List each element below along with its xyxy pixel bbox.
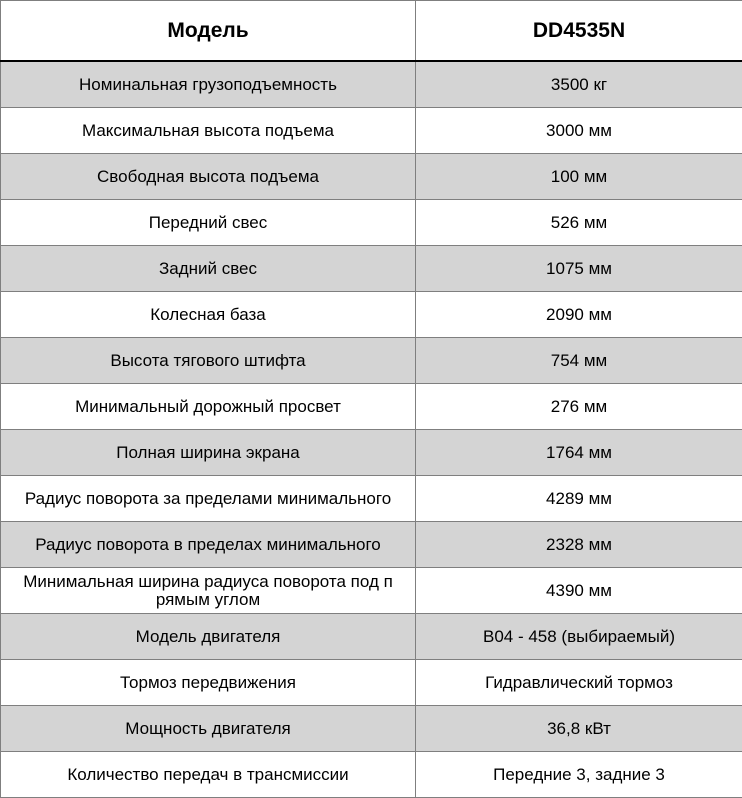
row-value: 2090 мм [416, 292, 742, 338]
row-value: 3000 мм [416, 108, 742, 154]
row-label: Свободная высота подъема [1, 154, 416, 200]
row-value: 4289 мм [416, 476, 742, 522]
row-label: Передний свес [1, 200, 416, 246]
table-row [1, 384, 742, 430]
row-value: 3500 кг [416, 61, 742, 108]
table-row [1, 200, 742, 246]
table-row [1, 752, 742, 798]
row-label: Номинальная грузоподъемность [1, 61, 416, 108]
row-label: Радиус поворота за пределами минимального [1, 476, 416, 522]
row-value: 4390 мм [416, 568, 742, 614]
row-label: Минимальный дорожный просвет [1, 384, 416, 430]
row-label: Полная ширина экрана [1, 430, 416, 476]
table-row [1, 108, 742, 154]
row-label: Высота тягового штифта [1, 338, 416, 384]
row-value: 754 мм [416, 338, 742, 384]
table-row [1, 660, 742, 706]
row-value: 1764 мм [416, 430, 742, 476]
row-value: Гидравлический тормоз [416, 660, 742, 706]
table-row [1, 154, 742, 200]
row-value: 276 мм [416, 384, 742, 430]
table-row [1, 246, 742, 292]
row-value: B04 - 458 (выбираемый) [416, 614, 742, 660]
table-row [1, 430, 742, 476]
row-label: Колесная база [1, 292, 416, 338]
row-label: Минимальная ширина радиуса поворота под п рямым углом [1, 568, 416, 614]
table-row [1, 568, 742, 614]
table-header-row [1, 1, 742, 62]
row-value: 2328 мм [416, 522, 742, 568]
row-value: 36,8 кВт [416, 706, 742, 752]
row-label: Тормоз передвижения [1, 660, 416, 706]
table-row [1, 476, 742, 522]
table-row [1, 61, 742, 108]
header-model-value: DD4535N [416, 1, 742, 62]
row-value: Передние 3, задние 3 [416, 752, 742, 798]
row-label: Максимальная высота подъема [1, 108, 416, 154]
row-label: Количество передач в трансмиссии [1, 752, 416, 798]
row-value: 526 мм [416, 200, 742, 246]
row-label: Мощность двигателя [1, 706, 416, 752]
row-value: 1075 мм [416, 246, 742, 292]
row-label: Задний свес [1, 246, 416, 292]
table-row [1, 706, 742, 752]
table-row [1, 614, 742, 660]
table-row [1, 338, 742, 384]
table-row [1, 522, 742, 568]
row-label: Радиус поворота в пределах минимального [1, 522, 416, 568]
row-label: Модель двигателя [1, 614, 416, 660]
header-model-label: Модель [1, 1, 416, 62]
table-row [1, 292, 742, 338]
row-value: 100 мм [416, 154, 742, 200]
